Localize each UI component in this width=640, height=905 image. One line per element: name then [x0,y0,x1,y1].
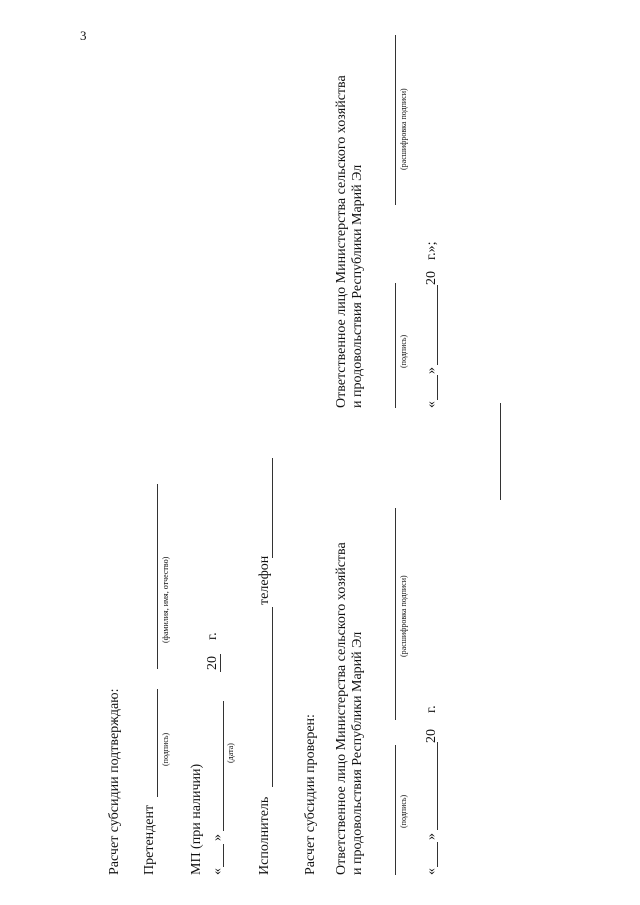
right-official-line2: и продовольствия Республики Марий Эл [350,164,365,408]
name-caption: (фамилия, имя, отчество) [161,556,170,643]
right-date-quote-open: « [424,401,439,408]
right-signature-caption: (подпись) [399,334,408,368]
year-line [220,654,221,672]
right-date-quote-close: » [424,367,439,374]
right-year-suffix: г.»; [424,241,439,260]
applicant-name-line [157,484,158,669]
phone-line [272,458,273,558]
date-quote-open: « [210,868,225,875]
official-transcript-line [395,508,396,720]
official-day-line [437,842,438,867]
right-official-line1: Ответственное лицо Министерства сельского хозяйства [334,75,349,408]
right-transcript-line [395,35,396,205]
official-signature-line [395,745,396,875]
checked-heading: Расчет субсидии проверен: [303,714,318,875]
date-month-line [223,701,224,831]
page-number: 3 [80,28,87,43]
right-day-line [437,375,438,400]
executor-line [272,607,273,787]
signature-caption: (подпись) [161,732,170,766]
date-quote-close: » [210,834,225,841]
date-caption: (дата) [226,743,235,763]
official-transcript-caption: (расшифровка подписи) [399,575,408,657]
official-year-prefix: 20 [424,729,439,743]
applicant-signature-line [157,689,158,797]
year-prefix: 20 [205,656,220,670]
right-year-prefix: 20 [424,271,439,285]
stamp-label: МП (при наличии) [189,763,204,875]
date-day-line [223,844,224,867]
official-date-quote-close: » [424,833,439,840]
center-separator-line [500,403,501,500]
official-year-suffix: г. [424,705,439,713]
right-transcript-caption: (расшифровка подписи) [399,88,408,170]
phone-label: телефон [257,555,272,605]
official-line1: Ответственное лицо Министерства сельского хозяйства [334,542,349,875]
right-month-line [437,285,438,365]
official-date-quote-open: « [424,868,439,875]
year-suffix: г. [205,632,220,640]
executor-label: Исполнитель [257,796,272,875]
confirm-heading: Расчет субсидии подтверждаю: [107,688,122,875]
official-signature-caption: (подпись) [399,794,408,828]
right-signature-line [395,283,396,408]
official-month-line [437,742,438,830]
applicant-label: Претендент [142,804,157,875]
official-line2: и продовольствия Республики Марий Эл [350,631,365,875]
